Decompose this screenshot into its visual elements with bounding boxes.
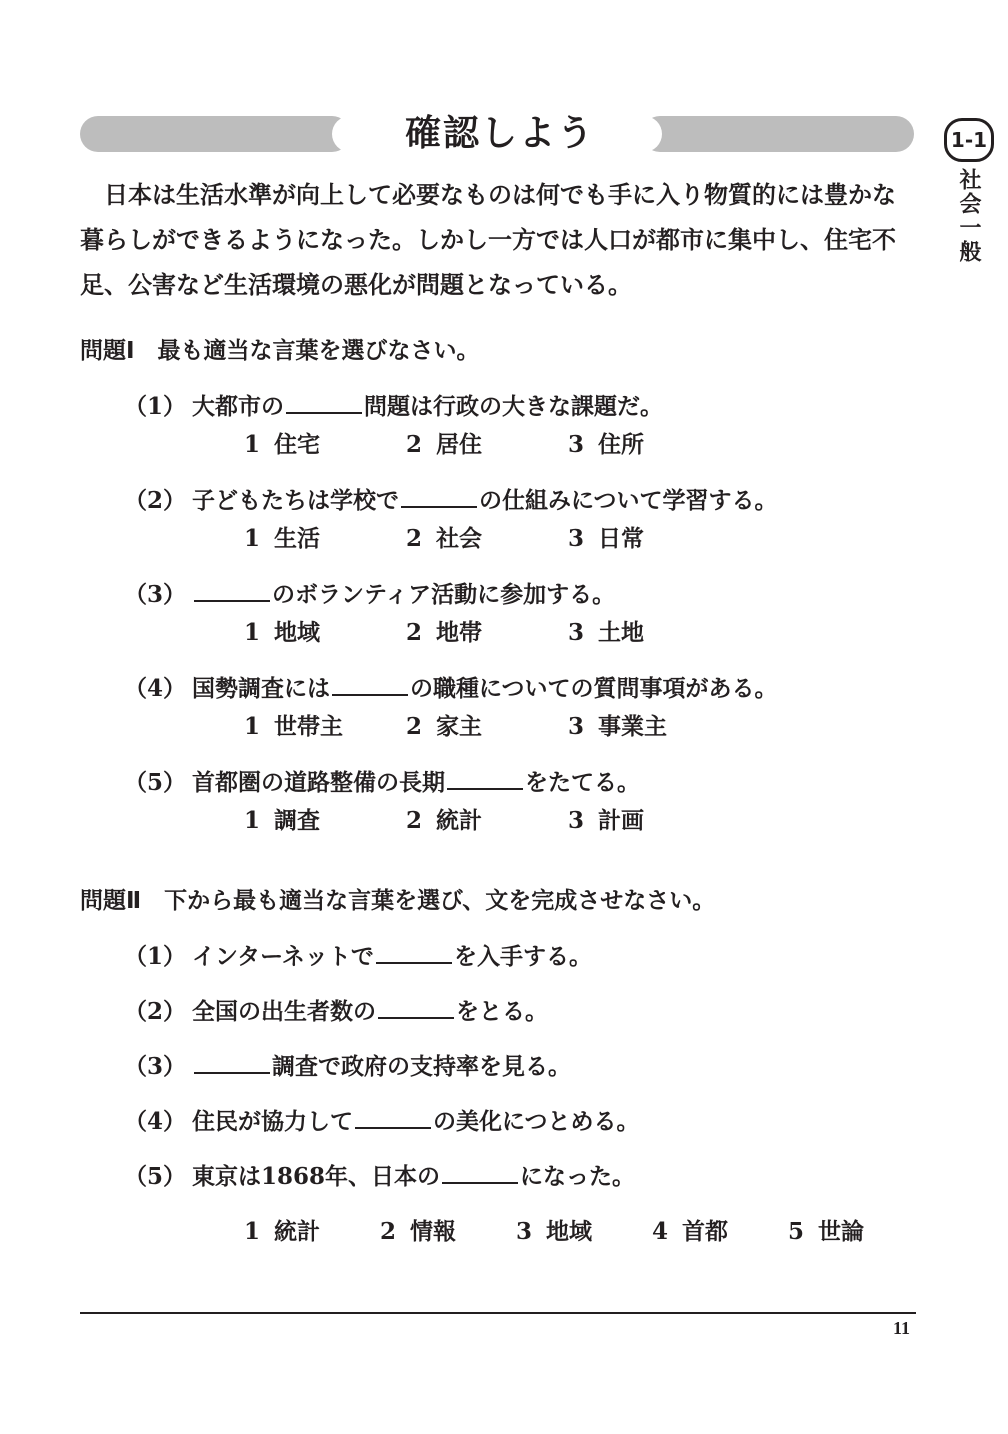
footer-divider (80, 1312, 916, 1314)
choice-option: 2 家主 (406, 713, 482, 740)
title-banner-left (80, 116, 350, 152)
word-bank-item: 2 情報 (380, 1218, 456, 1245)
problem2-question-4: （4） 住民が協力して の美化につとめる。 (124, 1105, 640, 1139)
choice-option: 1 地域 (244, 619, 320, 646)
answer-blank (194, 1050, 270, 1074)
problem1-choices-4 (244, 710, 730, 744)
choice-option: 2 居住 (406, 431, 482, 458)
answer-blank (447, 766, 523, 790)
answer-blank (376, 940, 452, 964)
problem2-question-2: （2） 全国の出生者数の をとる。 (124, 995, 548, 1029)
choice-option: 2 統計 (406, 807, 482, 834)
unit-badge: 1-1 (944, 118, 994, 162)
choice-option: 3 日常 (568, 525, 644, 552)
choice-option: 3 計画 (568, 807, 644, 834)
problem2-question-3: （3） 調査で政府の支持率を見る。 (124, 1050, 571, 1084)
answer-blank (378, 995, 454, 1019)
problem1-question-1: （1） 大都市の 問題は行政の大きな課題だ。 (124, 390, 663, 424)
title-banner-right (642, 116, 914, 152)
answer-blank (332, 672, 408, 696)
word-bank-item: 4 首都 (652, 1218, 728, 1245)
choice-option: 1 住宅 (244, 431, 320, 458)
choice-option: 3 土地 (568, 619, 644, 646)
problem1-question-3: （3） のボランティア活動に参加する。 (124, 578, 615, 612)
section-label: 社会一般 (956, 168, 981, 264)
problem1-choices-5 (244, 804, 730, 838)
problem1-choices-2 (244, 522, 730, 556)
word-bank-item: 3 地域 (516, 1218, 592, 1245)
problem1-question-2: （2） 子どもたちは学校で の仕組みについて学習する。 (124, 484, 778, 518)
problem2-heading: 問題Ⅱ 下から最も適当な言葉を選び、文を完成させなさい。 (80, 888, 716, 914)
word-bank (244, 1215, 924, 1249)
problem2-question-5: （5） 東京は1868年、日本の になった。 (124, 1160, 635, 1194)
answer-blank (442, 1160, 518, 1184)
choice-option: 2 地帯 (406, 619, 482, 646)
choice-option: 3 住所 (568, 431, 644, 458)
choice-option: 2 社会 (406, 525, 482, 552)
page-number: 11 (892, 1318, 910, 1338)
answer-blank (194, 578, 270, 602)
problem1-choices-3 (244, 616, 730, 650)
problem1-choices-1 (244, 428, 730, 462)
choice-option: 1 生活 (244, 525, 320, 552)
choice-option: 1 調査 (244, 807, 320, 834)
word-bank-item: 5 世論 (788, 1218, 864, 1245)
problem1-question-4: （4） 国勢調査には の職種についての質問事項がある。 (124, 672, 778, 706)
problem1-question-5: （5） 首都圏の道路整備の長期 をたてる。 (124, 766, 640, 800)
problem2-question-1: （1） インターネットで を入手する。 (124, 940, 592, 974)
intro-paragraph: 日本は生活水準が向上して必要なものは何でも手に入り物質的には豊かな暮らしができるようになった。しかし一方では人口が都市に集中し、住宅不足、公害など生活環境の悪化が問題となっている。 (80, 180, 896, 299)
answer-blank (286, 390, 362, 414)
answer-blank (401, 484, 477, 508)
word-bank-item: 1 統計 (244, 1218, 320, 1245)
choice-option: 3 事業主 (568, 713, 667, 740)
page-title: 確認しよう (404, 113, 595, 154)
answer-blank (355, 1105, 431, 1129)
choice-option: 1 世帯主 (244, 713, 343, 740)
problem1-heading: 問題Ⅰ 最も適当な言葉を選びなさい。 (80, 338, 480, 364)
